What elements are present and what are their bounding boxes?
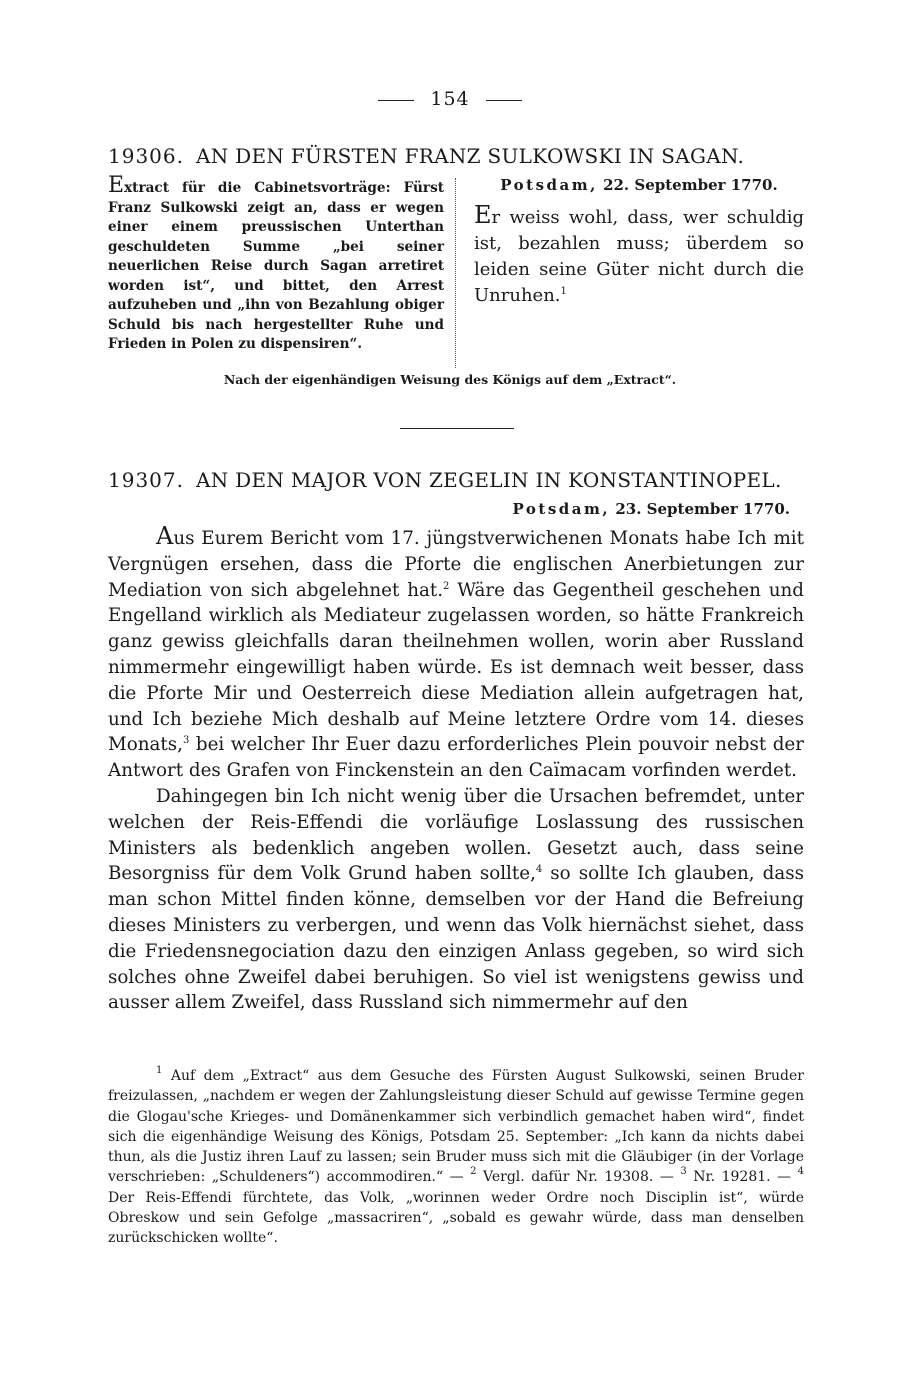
footnote-3-mark: 3 — [680, 1166, 687, 1178]
page-number — [0, 88, 900, 110]
page-number-text: 154 — [430, 88, 470, 110]
paragraph-1-text-c: bei welcher Ihr Euer dazu erforderliches Plein pouvoir nebst der Antwort des Grafen von Finckenstein an den Caïmacam vorfinden werdet. — [108, 734, 804, 782]
letter-2-paragraph-1 — [108, 524, 804, 784]
letter-1-heading — [108, 144, 808, 168]
footnote-2-mark: 2 — [470, 1166, 477, 1178]
footnote-ref-4: 4 — [535, 864, 543, 876]
footnote-ref-1: 1 — [560, 286, 567, 297]
footnote-block — [108, 1066, 804, 1249]
letter-1-number: 19306. — [108, 144, 184, 168]
letter-2-heading — [108, 468, 808, 492]
letter-1-date: 22. September 1770. — [603, 176, 778, 194]
footnotes — [108, 1066, 804, 1249]
paragraph-1-text-b: Wäre das Gegentheil geschehen und Engelland wirklich als Mediateur zugelassen worden, so hätte Frankreich ganz gewiss gleichfalls daran theilnehmen wollen, worin aber Russland nimmermehr eingewilligt haben würde. Es ist demnach weit besser, dass die Pforte Mir und Oesterreich diese Mediation allein aufgetragen hat, und Ich beziehe Mich deshalb auf Meine letztere Ordre vom 14. dieses Monats, — [108, 579, 804, 756]
letter-2-dateline — [490, 500, 790, 518]
extract-text: xtract für die Cabinetsvorträge: Fürst Franz Sulkowski zeigt an, dass er wegen einer einem preussischen Unterthan geschuldeten Summe „bei seiner neuerlichen Reise durch Sagan arretiret worden ist“, und bittet, den Arrest aufzuheben und „ihn von Bezahlung obiger Schuld bis nach hergestellter Ruhe und Frieden in Polen zu dispensiren“. — [108, 180, 444, 352]
letter-2-number: 19307. — [108, 468, 184, 492]
footnote-4-text: Der Reis-Effendi fürchtete, das Volk, „worinnen weder Ordre noch Disciplin ist“, würde Obreskow und sein Gefolge „massacriren“, „sobald es gewahr würde, dass man denselben zurückschicken wollte“. — [108, 1189, 804, 1247]
page-number-dash-right — [486, 100, 522, 101]
footnote-4-mark: 4 — [797, 1166, 804, 1178]
extract-initial: E — [108, 173, 125, 198]
footnote-1-text: Auf dem „Extract“ aus dem Gesuche des Fürsten August Sulkowski, seinen Bruder freizulassen, „nachdem er wegen der Zahlungsleistung dieser Schuld auf gewisse Termine gegen die Glogau'sche Krieges- und Domänenkammer sich verbindlich gemachet haben wird“, findet sich die eigenhändige Weisung des Königs, Potsdam 25. September: „Ich kann da nichts dabei thun, als die Justiz ihren Lauf zu lassen; sein Bruder muss sich mit die Gläubiger (in der Vorlage verschrieben: „Schuldeners“) accommodiren.“ — — [108, 1068, 804, 1186]
paragraph-2-text-b: so sollte Ich glauben, dass man schon Mittel finden könne, demselben vor der Hand die Befreiung dieses Ministers zu verbergen, und wenn das Volk hiernächst siehet, dass die Friedensnegociation dazu den einzigen Anlass gegeben, so wird sich solches ohne Zweifel dabei beruhigen. So viel ist wenigstens gewiss und ausser allem Zweifel, dass Russland sich nimmermehr auf den — [108, 863, 804, 1014]
footnote-ref-3: 3 — [182, 735, 190, 747]
paragraph-2-text-a: Dahingegen bin Ich nicht wenig über die Ursachen befremdet, unter welchen der Reis-Effendi die vorläufige Loslassung des russischen Ministers als bedenklich angeben wollen. Gesetzt auch, dass seine Besorgniss für dem Volk Grund haben sollte, — [108, 785, 804, 885]
section-divider — [400, 428, 514, 429]
letter-1-reply — [474, 202, 804, 309]
paragraph-1-initial: A — [156, 522, 174, 550]
footnote-1-mark: 1 — [156, 1065, 163, 1076]
page-number-dash-left — [378, 100, 414, 101]
letter-1-reply-column — [474, 176, 804, 309]
letter-2-place: Potsdam, — [512, 500, 611, 518]
letter-2-date: 23. September 1770. — [615, 500, 790, 518]
reply-initial: E — [474, 201, 492, 229]
reply-text: r weiss wohl, dass, wer schuldig ist, bezahlen muss; überdem so leiden seine Güter nicht durch die Unruhen. — [474, 207, 804, 306]
letter-1-source-note: Nach der eigenhändigen Weisung des Königs auf dem „Extract“. — [223, 372, 677, 387]
footnote-ref-2: 2 — [443, 580, 450, 592]
letter-1-extract — [108, 173, 444, 355]
footnote-2-text: Vergl. dafür Nr. 19308. — — [476, 1169, 674, 1186]
letter-2-body — [108, 524, 804, 1016]
letter-1-title: AN DEN FÜRSTEN FRANZ SULKOWSKI IN SAGAN. — [195, 144, 745, 168]
letter-2-paragraph-2 — [108, 784, 804, 1016]
footnote-3-text: Nr. 19281. — — [686, 1169, 792, 1186]
paragraph-1-text-a: us Eurem Bericht vom 17. jüngstverwichenen Monats habe Ich mit Vergnügen ersehen, dass die Pforte die englischen Anerbietungen zur Mediation von sich abgelehnet hat. — [108, 528, 804, 601]
column-separator — [455, 178, 456, 368]
letter-2-title: AN DEN MAJOR VON ZEGELIN IN KONSTANTINOPEL. — [195, 468, 782, 492]
letter-1-dateline — [474, 176, 804, 194]
letter-1-place: Potsdam, — [500, 176, 598, 194]
